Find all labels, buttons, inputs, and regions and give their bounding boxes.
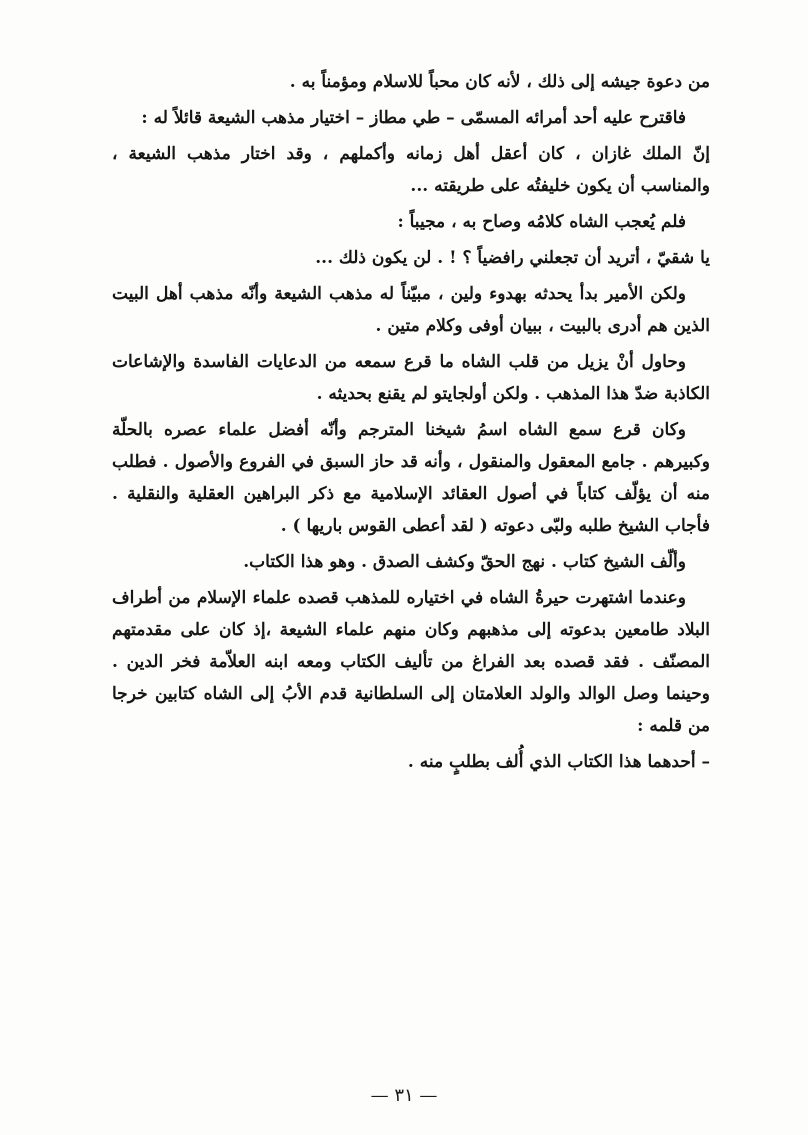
paragraph-7: وحاول أنْ يزيل من قلب الشاه ما قرع سمعه من الدعايات الفاسدة والإشاعات الكاذبة ضدّ هذا المذهب . ولكن أولجايتو لم يقنع بحديثه . (112, 352, 710, 404)
page-number: — ٣١ — (370, 1085, 438, 1106)
paragraph-1: من دعوة جيشه إلى ذلك ، لأنه كان محباً للاسلام ومؤمناً به . (289, 72, 710, 92)
paragraph-4: فلم يُعجب الشاه كلامُه وصاح به ، مجيباً : (397, 212, 686, 232)
paragraph-2: فاقترح عليه أحد أمرائه المسمّى – طي مطاز – اختيار مذهب الشيعة قائلاً له : (141, 108, 686, 128)
paragraph-11: – أحدهما هذا الكتاب الذي أُلف بطلبٍ منه . (407, 752, 710, 772)
paragraph-8: وكان قرع سمع الشاه اسمُ شيخنا المترجم وأنّه أفضل علماء عصره بالحلّة وكبيرهم . جامع المعقول والمنقول ، وأنه قد حاز السبق في الفروع والأصول . فطلب منه أن يؤلّف كتاباً في أصول العقائد الإسلامية مع ذكر البراهين العقلية والنقلية . فأجاب الشيخ طلبه ولبّى دعوته ( لقد أعطى القوس باريها ) . (112, 420, 710, 536)
paragraph-9: وألّف الشيخ كتاب . نهج الحقّ وكشف الصدق . وهو هذا الكتاب. (243, 552, 686, 572)
page-body (112, 66, 710, 782)
paragraph-10: وعندما اشتهرت حيرةُ الشاه في اختياره للمذهب قصده علماء الإسلام من أطراف البلاد طامعين بدعوته إلى مذهبهم وكان منهم علماء الشيعة ،إذ كان على مقدمتهم المصنّف . فقد قصده بعد الفراغ من تأليف الكتاب ومعه ابنه العلاّمة فخر الدين . وحينما وصل الوالد والولد العلامتان إلى السلطانية قدم الأبُ إلى الشاه كتابين خرجا من قلمه : (112, 588, 710, 736)
paragraph-5: يا شقيّ ، أتريد أن تجعلني رافضياً ؟ ! . لن يكون ذلك ... (315, 248, 710, 268)
paragraph-6: ولكن الأمير بدأ يحدثه بهدوء ولين ، مبيّناً له مذهب الشيعة وأنّه مذهب أهل البيت الذين هم أدرى بالبيت ، ببيان أوفى وكلام متين . (112, 284, 710, 336)
paragraph-3: إنّ الملك غازان ، كان أعقل أهل زمانه وأكملهم ، وقد اختار مذهب الشيعة ، والمناسب أن يكون خليفتُه على طريقته ... (112, 144, 710, 196)
